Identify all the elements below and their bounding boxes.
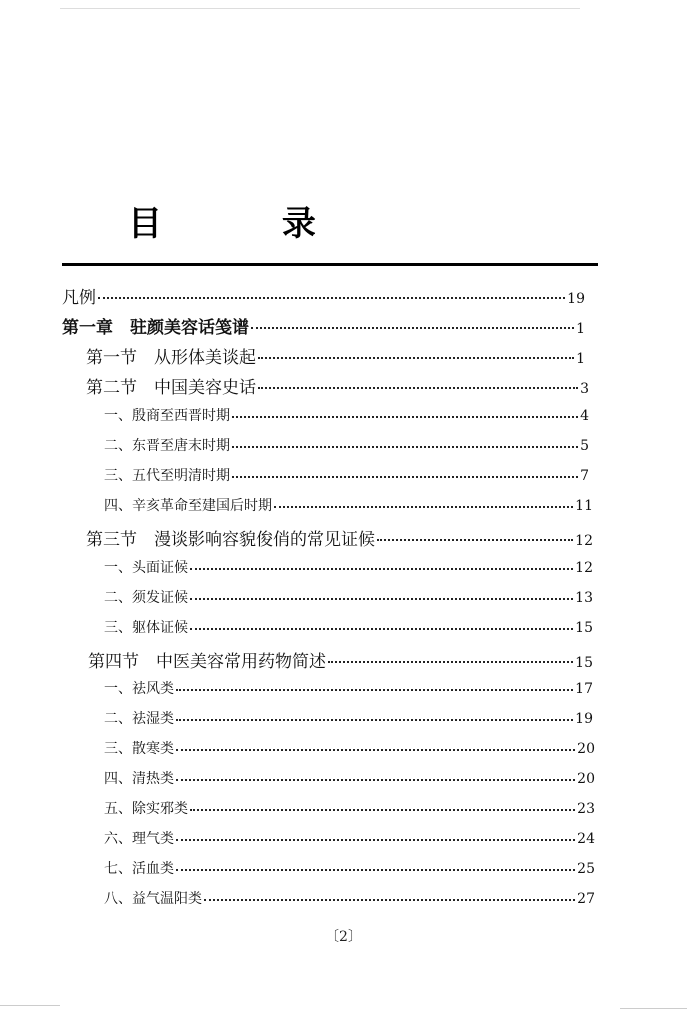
toc-entry-page: 24: [577, 831, 595, 847]
toc-entry: [88, 647, 593, 672]
dot-leader: [176, 741, 575, 751]
toc-entry-page: 20: [577, 771, 595, 787]
toc-entry: [104, 708, 593, 728]
toc-entry-page: 19: [575, 711, 593, 727]
toc-entry-page: 15: [575, 620, 593, 636]
dot-leader: [377, 530, 573, 541]
dot-leader: [176, 681, 573, 691]
toc-entry-label: 二、祛湿类: [104, 711, 174, 727]
toc-entry: [104, 888, 595, 908]
page-number: 〔2〕: [325, 929, 362, 945]
toc-entry-label: 五、除实邪类: [104, 801, 188, 817]
toc-entry: [62, 283, 585, 308]
scan-speck: [0, 1005, 60, 1006]
toc-entry: [104, 465, 589, 485]
toc-entry-page: 4: [580, 408, 589, 424]
dot-leader: [232, 408, 578, 418]
toc-entry-page: 1: [576, 321, 585, 337]
toc-entry-page: 17: [575, 681, 593, 697]
toc-entry: [86, 343, 585, 368]
toc-entry: [104, 435, 589, 455]
toc-entry-page: 27: [577, 891, 595, 907]
toc-entry: [104, 828, 595, 848]
dot-leader: [98, 288, 565, 299]
toc-entry-label: 四、清热类: [104, 771, 174, 787]
toc-entry-label: 三、躯体证候: [104, 620, 188, 636]
toc-entry-label: 二、须发证候: [104, 590, 188, 606]
toc-entry: [104, 678, 593, 698]
toc-entry-page: 12: [575, 560, 593, 576]
toc-entry-label: 一、头面证候: [104, 560, 188, 576]
toc-entry: [62, 313, 585, 338]
toc-entry: [104, 495, 593, 515]
toc-entry-label: 第一节 从形体美谈起: [86, 348, 256, 368]
dot-leader: [176, 771, 575, 781]
toc-entry-page: 7: [580, 468, 589, 484]
toc-entry: [104, 617, 593, 637]
toc-entry-label: 三、五代至明清时期: [104, 468, 230, 484]
toc-entry-label: 七、活血类: [104, 861, 174, 877]
toc-entry-label: 第四节 中医美容常用药物简述: [88, 652, 326, 672]
toc-entry-page: 23: [577, 801, 595, 817]
toc-entry-label: 二、东晋至唐末时期: [104, 438, 230, 454]
toc-entry-label: 三、散寒类: [104, 741, 174, 757]
toc-entry-page: 15: [575, 655, 593, 671]
dot-leader: [232, 438, 578, 448]
toc-entry-label: 第一章 驻颜美容话笺谱: [62, 318, 249, 338]
scan-speck: [620, 1008, 687, 1009]
toc-entry-page: 20: [577, 741, 595, 757]
toc-entry: [104, 405, 589, 425]
dot-leader: [274, 498, 573, 508]
toc-entry-label: 一、殷商至西晋时期: [104, 408, 230, 424]
toc-entry-page: 1: [576, 351, 585, 367]
toc-entry-page: 12: [575, 533, 593, 549]
toc-entry-label: 凡例: [62, 288, 96, 308]
toc-entry: [104, 587, 593, 607]
dot-leader: [258, 348, 574, 359]
toc-entry-page: 3: [580, 381, 589, 397]
title-rule: [62, 263, 598, 266]
toc-entry-label: 第三节 漫谈影响容貌俊俏的常见证候: [86, 530, 375, 550]
toc-entry-label: 第二节 中国美容史话: [86, 378, 256, 398]
dot-leader: [190, 620, 573, 630]
dot-leader: [190, 801, 575, 811]
dot-leader: [204, 891, 575, 901]
toc-entry-page: 5: [580, 438, 589, 454]
toc-entry: [104, 858, 595, 878]
dot-leader: [232, 468, 578, 478]
dot-leader: [328, 652, 573, 663]
toc-entry-label: 四、辛亥革命至建国后时期: [104, 498, 272, 514]
dot-leader: [190, 590, 573, 600]
toc-entry: [86, 373, 589, 398]
toc-entry-page: 11: [575, 498, 593, 514]
scan-speck: [60, 8, 580, 9]
toc-entry-page: 19: [567, 291, 585, 307]
toc-entry: [104, 738, 595, 758]
dot-leader: [176, 711, 573, 721]
toc-entry-page: 25: [577, 861, 595, 877]
toc-entry: [104, 768, 595, 788]
toc-entry-label: 一、祛风类: [104, 681, 174, 697]
toc-entry: [104, 798, 595, 818]
dot-leader: [190, 560, 573, 570]
toc-entry: [104, 557, 593, 577]
toc-entry: [86, 525, 593, 550]
dot-leader: [258, 378, 578, 389]
toc-entry-page: 13: [575, 590, 593, 606]
toc-entry-label: 八、益气温阳类: [104, 891, 202, 907]
dot-leader: [176, 831, 575, 841]
dot-leader: [251, 318, 574, 329]
toc-entry-label: 六、理气类: [104, 831, 174, 847]
dot-leader: [176, 861, 575, 871]
page-title: 目 录: [128, 204, 370, 244]
